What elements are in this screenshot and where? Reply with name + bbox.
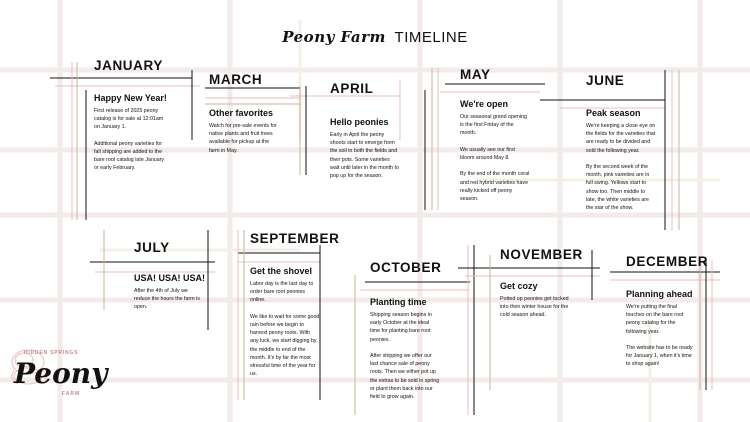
month-content-september <box>250 266 320 378</box>
month-content-december <box>626 289 696 369</box>
month-heading: We're open <box>460 99 508 109</box>
month-description: First release of 2025 peony catalog is for sale at 12:01am on January 1. Additional peony varieties for fall shipping are added to the bare root catalog late January or early February. <box>94 108 165 172</box>
month-description: After the 4th of July we reduce the hours the farm is open. <box>134 288 200 311</box>
brand-name: Peony Farm <box>282 28 386 46</box>
month-description: Early in April the peony shoots start to emerge from the soil in both the fields and their pots. Some varieties wait until later in the month to pop up for the season. <box>330 132 399 180</box>
month-card-june <box>586 73 624 88</box>
month-heading: USA! USA! USA! <box>134 273 205 283</box>
month-heading: Planting time <box>370 297 427 307</box>
logo-bottom-text: FARM <box>62 391 81 397</box>
logo-main-text: Peony <box>14 357 108 390</box>
month-description: Shipping season begins in early October at the ideal time for planting bare root peonies. After shipping we offer our last chance sale of peony roots. Then we either pot up the extras to be sold in spring or plant them back into our field to grow again. <box>370 312 440 401</box>
month-name: JUNE <box>586 73 625 88</box>
month-card-october <box>370 260 441 275</box>
month-content-march <box>209 108 279 155</box>
month-heading: Peak season <box>586 108 641 118</box>
month-name: MAY <box>460 67 491 82</box>
month-name: SEPTEMBER <box>250 231 340 246</box>
month-card-july <box>134 240 170 255</box>
month-card-march <box>209 72 262 87</box>
month-description: Our seasonal grand opening is the first Friday of the month. We usually see our first bloom around May 8. By the end of the month coral and red hybrid varieties have really kicked off peony season. <box>460 114 530 203</box>
month-card-january <box>94 58 163 73</box>
month-name: OCTOBER <box>370 260 442 275</box>
farm-logo <box>4 340 124 410</box>
month-content-april <box>330 117 400 180</box>
page-title <box>0 28 750 46</box>
month-heading: Other favorites <box>209 108 274 118</box>
month-card-november <box>500 247 583 262</box>
logo-top-text: HIDDEN SPRINGS <box>24 350 79 356</box>
month-card-april <box>330 81 374 96</box>
month-heading: Get the shovel <box>250 266 313 276</box>
month-content-may <box>460 99 530 203</box>
month-heading: Hello peonies <box>330 117 389 127</box>
month-name: JULY <box>134 240 170 255</box>
month-description: Watch for pre-sale events for native plants and fruit trees available for pickup at the farm in May. <box>209 123 277 154</box>
month-heading: Planning ahead <box>626 289 693 299</box>
month-content-october <box>370 297 440 401</box>
month-card-may <box>460 67 491 82</box>
month-name: APRIL <box>330 81 374 96</box>
month-name: JANUARY <box>94 58 163 73</box>
month-description: Potted up peonies get tucked into their winter house for the cold season ahead. <box>500 296 569 319</box>
month-description: Labor day is the last day to order bare root peonies online. We like to wait for some good rain before we begin to harvest peony roots. With any luck, we start digging by the middle to end of the month. It's by far the most stressful time of the year for us. <box>250 281 320 378</box>
month-content-june <box>586 108 656 212</box>
month-content-july <box>134 273 205 312</box>
month-content-november <box>500 281 570 320</box>
month-heading: Get cozy <box>500 281 538 291</box>
month-content-january <box>94 93 169 173</box>
month-description: We're keeping a close eye on the fields for the varieties that are ready to be divided and sold the following year. By the second week of the month, pink varieties are in full swing. Yellows start to show too. Then middle to late, the white varieties are the star of the show. <box>586 123 656 212</box>
month-name: NOVEMBER <box>500 247 583 262</box>
month-card-december <box>626 254 708 269</box>
month-card-september <box>250 231 339 246</box>
month-name: MARCH <box>209 72 263 87</box>
title-suffix: TIMELINE <box>394 29 468 46</box>
month-name: DECEMBER <box>626 254 709 269</box>
month-heading: Happy New Year! <box>94 93 167 103</box>
month-description: We're putting the final touches on the bare root peony catalog for the following year. The website has to be ready for January 1, when it's time to shop again! <box>626 304 693 368</box>
